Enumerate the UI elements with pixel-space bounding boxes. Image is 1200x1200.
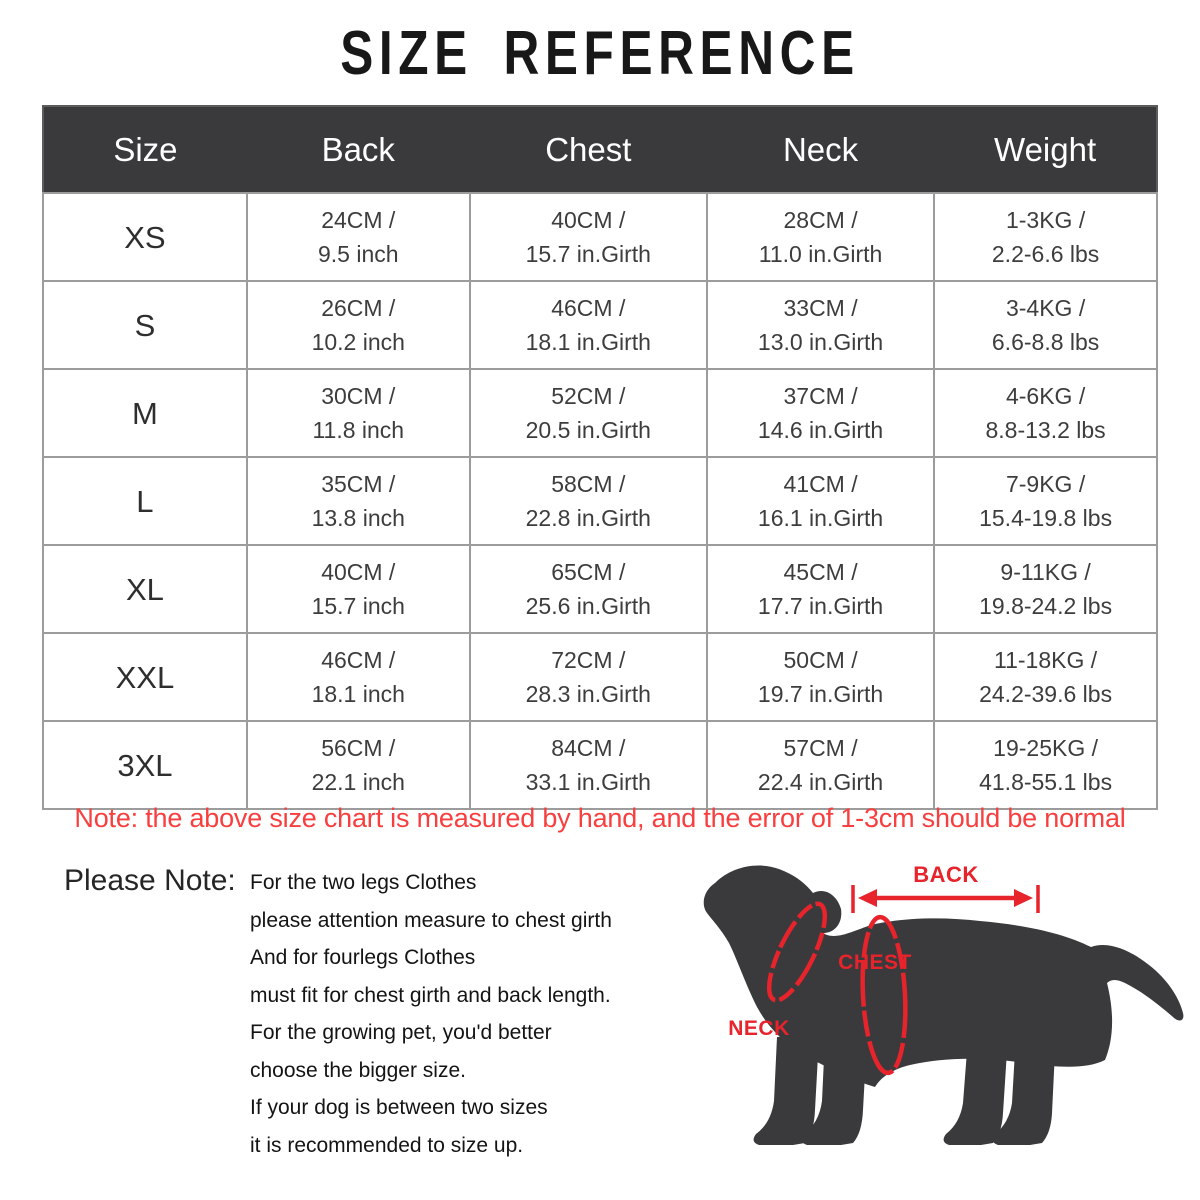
cell-chest <box>470 457 707 545</box>
cell-size: M <box>43 369 247 457</box>
cell-neck <box>707 545 934 633</box>
cell-line: 22.4 in.Girth <box>757 769 884 795</box>
cell-line: 40CM / <box>321 559 396 585</box>
chest-label: CHEST <box>838 951 912 974</box>
cell-line: 37CM / <box>783 383 858 409</box>
cell-line: 46CM / <box>321 647 396 673</box>
cell-line: 30CM / <box>321 383 396 409</box>
cell-line: 10.2 inch <box>311 329 405 355</box>
back-arrowhead <box>858 889 877 907</box>
cell-line: 26CM / <box>321 295 396 321</box>
cell-weight <box>934 457 1157 545</box>
cell-line: 13.8 inch <box>311 505 405 531</box>
cell-line: 41.8-55.1 lbs <box>979 769 1113 795</box>
cell-neck <box>707 193 934 281</box>
cell-weight <box>934 633 1157 721</box>
cell-line: 19-25KG / <box>993 735 1099 761</box>
cell-line: 41CM / <box>783 471 858 497</box>
table-row <box>43 545 1157 633</box>
cell-line: 40CM / <box>551 207 626 233</box>
table-row <box>43 457 1157 545</box>
cell-line: 28CM / <box>783 207 858 233</box>
note-line: For the growing pet, you'd better <box>250 1021 552 1044</box>
cell-line: 45CM / <box>783 559 858 585</box>
cell-line: 18.1 in.Girth <box>525 329 651 355</box>
cell-line: 1-3KG / <box>1005 207 1086 233</box>
cell-back <box>247 369 470 457</box>
cell-line: 17.7 in.Girth <box>757 593 884 619</box>
cell-back <box>247 281 470 369</box>
cell-chest <box>470 281 707 369</box>
header-back: Back <box>247 106 470 193</box>
table-row <box>43 369 1157 457</box>
page-title: SIZE REFERENCE <box>340 19 860 88</box>
cell-neck <box>707 457 934 545</box>
cell-line: 46CM / <box>551 295 626 321</box>
table-row <box>43 721 1157 809</box>
cell-line: 19.8-24.2 lbs <box>979 593 1113 619</box>
cell-size: S <box>43 281 247 369</box>
cell-line: 28.3 in.Girth <box>525 681 651 707</box>
cell-weight <box>934 721 1157 809</box>
header-neck: Neck <box>707 106 934 193</box>
cell-line: 57CM / <box>783 735 858 761</box>
cell-size: L <box>43 457 247 545</box>
cell-line: 65CM / <box>551 559 626 585</box>
note-line: For the two legs Clothes <box>250 871 477 894</box>
cell-line: 16.1 in.Girth <box>757 505 884 531</box>
cell-line: 19.7 in.Girth <box>757 681 884 707</box>
cell-back <box>247 545 470 633</box>
cell-line: 11.8 inch <box>312 417 405 443</box>
neck-label: NECK <box>728 1017 790 1040</box>
cell-line: 22.8 in.Girth <box>525 505 651 531</box>
dog-rear-leg <box>944 1051 1007 1145</box>
cell-line: 15.7 in.Girth <box>525 241 651 267</box>
cell-chest <box>470 193 707 281</box>
cell-line: 15.4-19.8 lbs <box>979 505 1113 531</box>
cell-line: 11.0 in.Girth <box>758 241 883 267</box>
back-arrowhead <box>1014 889 1033 907</box>
please-note-text <box>250 864 690 1164</box>
cell-line: 72CM / <box>551 647 626 673</box>
cell-neck <box>707 721 934 809</box>
cell-line: 2.2-6.6 lbs <box>991 241 1100 267</box>
cell-weight <box>934 369 1157 457</box>
header-chest: Chest <box>470 106 707 193</box>
cell-line: 25.6 in.Girth <box>525 593 651 619</box>
note-line: choose the bigger size. <box>250 1058 466 1082</box>
dog-front-leg <box>754 1037 819 1145</box>
cell-size: XL <box>43 545 247 633</box>
size-chart-table <box>42 105 1158 810</box>
table-header-row <box>43 106 1157 193</box>
header-size: Size <box>43 106 247 193</box>
cell-line: 4-6KG / <box>1005 383 1086 409</box>
cell-line: 35CM / <box>321 471 396 497</box>
note-line: must fit for chest girth and back length. <box>250 983 611 1007</box>
cell-line: 22.1 inch <box>311 769 405 795</box>
cell-chest <box>470 369 707 457</box>
cell-back <box>247 633 470 721</box>
cell-line: 9.5 inch <box>317 241 399 267</box>
cell-back <box>247 193 470 281</box>
cell-line: 52CM / <box>551 383 626 409</box>
cell-line: 24.2-39.6 lbs <box>979 681 1113 707</box>
note-line: please attention measure to chest girth <box>250 908 612 932</box>
cell-chest <box>470 633 707 721</box>
cell-back <box>247 457 470 545</box>
cell-line: 7-9KG / <box>1005 471 1086 497</box>
cell-line: 84CM / <box>551 735 626 761</box>
measurement-error-note: Note: the above size chart is measured by hand, and the error of 1-3cm should be normal <box>74 803 1126 833</box>
table-row <box>43 633 1157 721</box>
cell-line: 50CM / <box>783 647 858 673</box>
cell-line: 33.1 in.Girth <box>525 769 651 795</box>
cell-line: 3-4KG / <box>1005 295 1086 321</box>
please-note-label: Please Note: <box>64 864 236 897</box>
cell-chest <box>470 721 707 809</box>
cell-chest <box>470 545 707 633</box>
note-line: it is recommended to size up. <box>250 1133 524 1157</box>
cell-weight <box>934 545 1157 633</box>
cell-neck <box>707 281 934 369</box>
cell-line: 58CM / <box>551 471 626 497</box>
note-line: And for fourlegs Clothes <box>250 946 476 969</box>
cell-line: 14.6 in.Girth <box>757 417 884 443</box>
cell-line: 8.8-13.2 lbs <box>985 417 1106 443</box>
cell-line: 9-11KG / <box>1000 559 1091 585</box>
table-row <box>43 193 1157 281</box>
cell-line: 20.5 in.Girth <box>525 417 651 443</box>
cell-line: 15.7 inch <box>311 593 405 619</box>
cell-line: 24CM / <box>321 207 396 233</box>
cell-size: XXL <box>43 633 247 721</box>
cell-line: 18.1 inch <box>311 681 405 707</box>
dog-measurement-diagram <box>695 855 1190 1160</box>
cell-line: 13.0 in.Girth <box>757 329 884 355</box>
cell-neck <box>707 369 934 457</box>
cell-neck <box>707 633 934 721</box>
cell-weight <box>934 281 1157 369</box>
cell-line: 56CM / <box>321 735 396 761</box>
table-row <box>43 281 1157 369</box>
back-label: BACK <box>913 862 979 887</box>
cell-line: 11-18KG / <box>994 647 1098 673</box>
cell-weight <box>934 193 1157 281</box>
cell-back <box>247 721 470 809</box>
cell-line: 6.6-8.8 lbs <box>991 329 1100 355</box>
header-weight: Weight <box>934 106 1157 193</box>
cell-size: XS <box>43 193 247 281</box>
cell-size: 3XL <box>43 721 247 809</box>
note-line: If your dog is between two sizes <box>250 1096 548 1119</box>
cell-line: 33CM / <box>783 295 858 321</box>
